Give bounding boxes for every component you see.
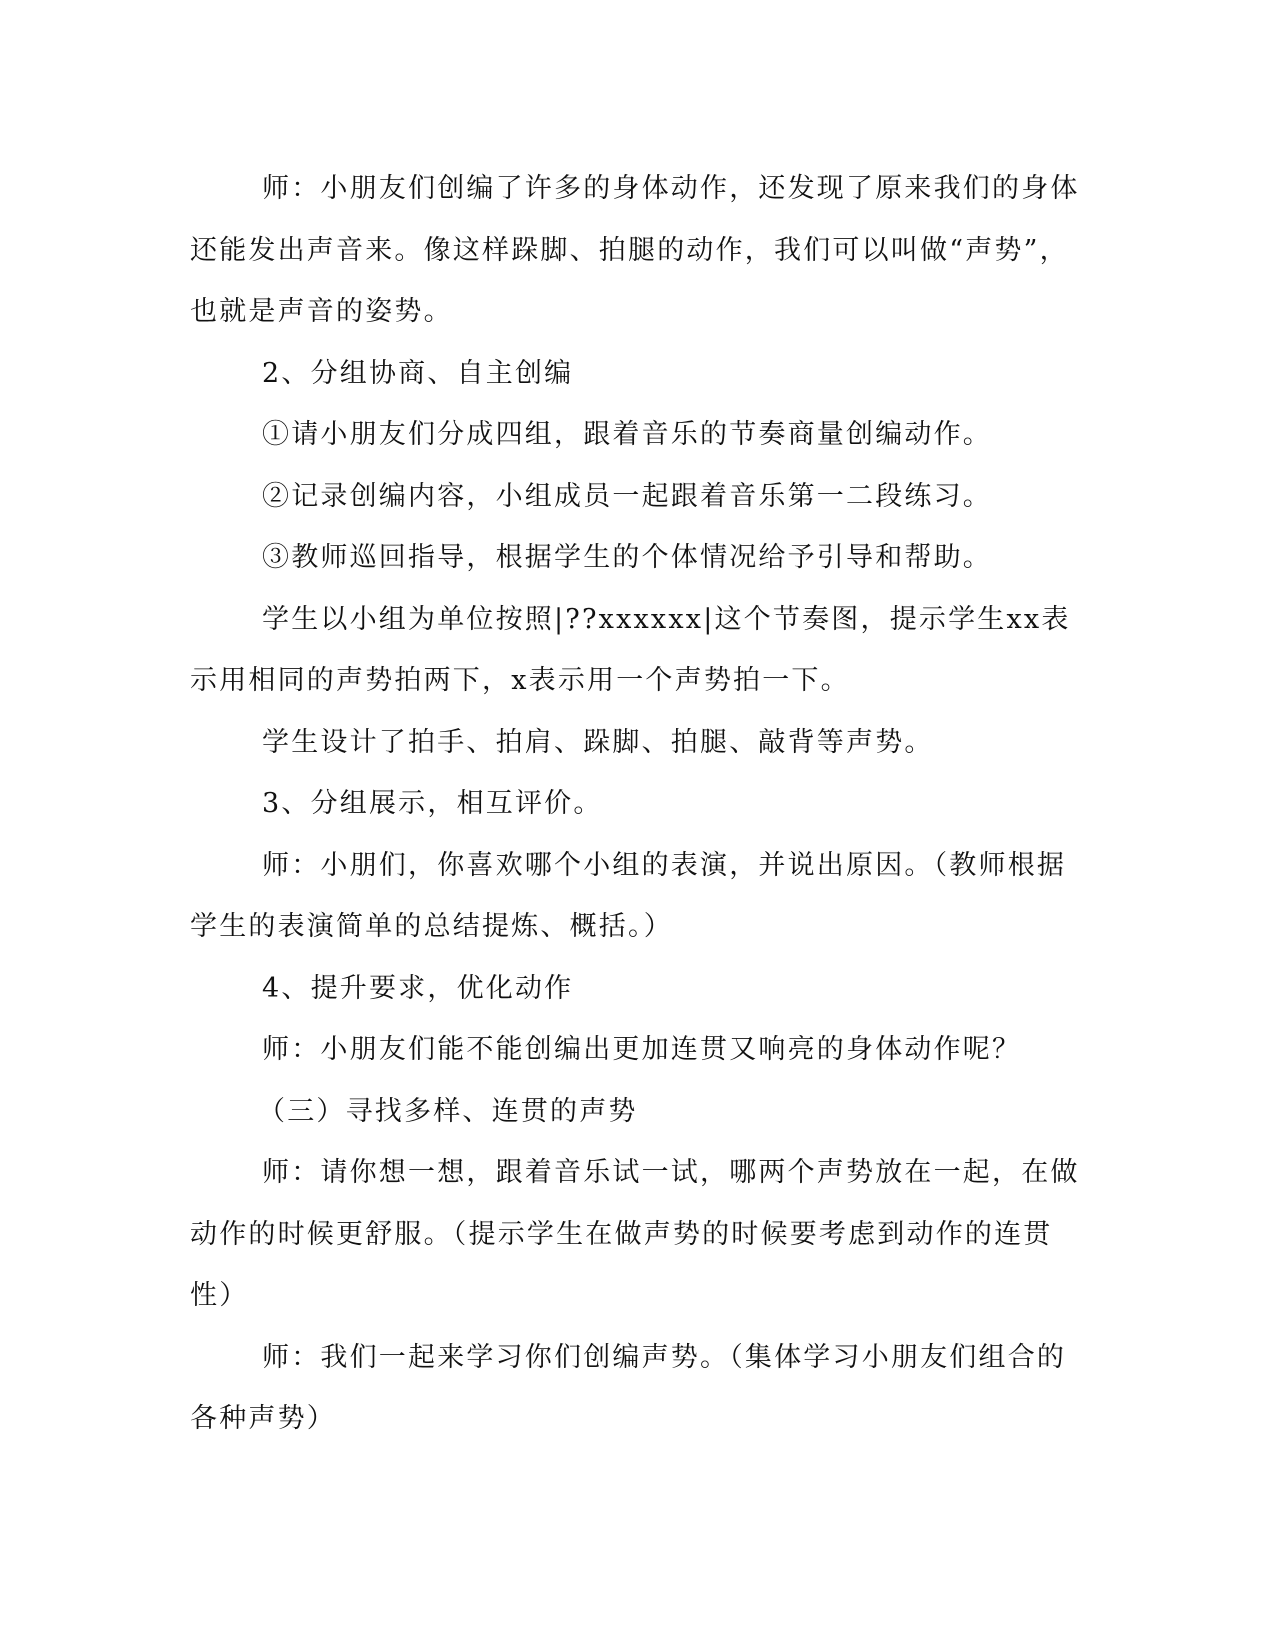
paragraph: 学生设计了拍手、拍肩、跺脚、拍腿、敲背等声势。	[262, 726, 934, 758]
list-item: ①请小朋友们分成四组，跟着音乐的节奏商量创编动作。	[262, 419, 992, 450]
paragraph: 师：小朋友们创编了许多的身体动作，还发现了原来我们的身体还能发出声音来。像这样跺脚、拍腿的动作，我们可以叫做“声势”，也就是声音的姿势。	[190, 173, 1080, 327]
paragraph: 师：小朋友们能不能创编出更加连贯又响亮的身体动作呢？	[262, 1034, 1022, 1065]
document-body	[190, 158, 1080, 1450]
section-heading: 2、分组协商、自主创编	[262, 357, 574, 389]
paragraph: 师：请你想一想，跟着音乐试一试，哪两个声势放在一起，在做动作的时候更舒服。（提示学生在做声势的时候要考虑到动作的连贯性）	[190, 1157, 1080, 1311]
section-heading: 3、分组展示，相互评价。	[262, 788, 603, 819]
paragraph: 师：我们一起来学习你们创编声势。（集体学习小朋友们组合的各种声势）	[190, 1341, 1067, 1434]
list-item: ②记录创编内容，小组成员一起跟着音乐第一二段练习。	[262, 480, 992, 512]
list-item: ③教师巡回指导，根据学生的个体情况给予引导和帮助。	[262, 542, 992, 573]
section-heading: 4、提升要求，优化动作	[262, 972, 574, 1004]
paragraph: 师：小朋们，你喜欢哪个小组的表演，并说出原因。（教师根据学生的表演简单的总结提炼、概括。）	[190, 849, 1067, 942]
section-heading: （三）寻找多样、连贯的声势	[258, 1095, 638, 1127]
paragraph: 学生以小组为单位按照|??xxxxxx|这个节奏图，提示学生xx表示用相同的声势拍两下，x表示用一个声势拍一下。	[190, 603, 1071, 696]
